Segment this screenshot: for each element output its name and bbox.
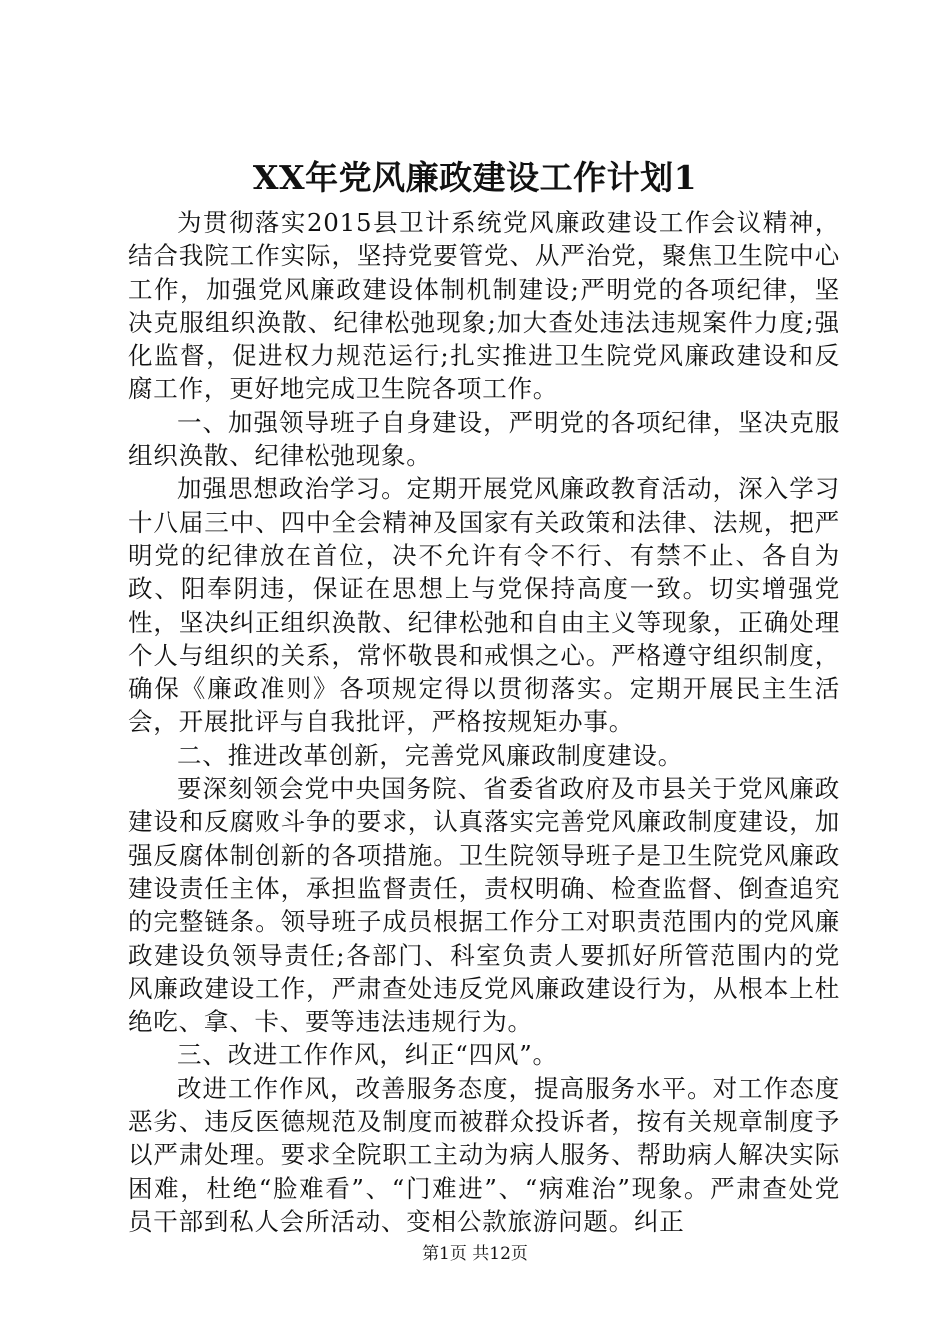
document-body — [128, 206, 840, 1238]
section-heading-2: 二、推进改革创新，完善党风廉政制度建设。 — [177, 740, 683, 770]
paragraph-intro: 为贯彻落实2015县卫计系统党风廉政建设工作会议精神，结合我院工作实际，坚持党要管党、从严治党，聚焦卫生院中心工作，加强党风廉政建设体制机制建设;严明党的各项纪律，坚决克服组织涣散、纪律松弛现象;加大查处违法违规案件力度;强化监督，促进权力规范运行;扎实推进卫生院党风廉政建设和反腐工作，更好地完成卫生院各项工作。 — [128, 208, 840, 404]
document-title: XX年党风廉政建设工作计划1 — [252, 158, 698, 197]
page-number-footer: 第1页 共12页 — [422, 1244, 528, 1264]
section-heading-1: 一、加强领导班子自身建设，严明党的各项纪律，坚决克服组织涣散、纪律松弛现象。 — [128, 407, 840, 471]
paragraph-section-1: 加强思想政治学习。定期开展党风廉政教育活动，深入学习十八届三中、四中全会精神及国家有关政策和法律、法规，把严明党的纪律放在首位，决不允许有令不行、有禁不止、各自为政、阳奉阴违，保证在思想上与党保持高度一致。切实增强党性，坚决纠正组织涣散、纪律松弛和自由主义等现象，正确处理个人与组织的关系，常怀敬畏和戒惧之心。严格遵守组织制度，确保《廉政准则》各项规定得以贯彻落实。定期开展民主生活会，开展批评与自我批评，严格按规矩办事。 — [128, 474, 840, 737]
paragraph-section-3: 改进工作作风，改善服务态度，提高服务水平。对工作态度恶劣、违反医德规范及制度而被群众投诉者，按有关规章制度予以严肃处理。要求全院职工主动为病人服务、帮助病人解决实际困难，杜绝“脸难看”、“门难进”、“病难治”现象。严肃查处党员干部到私人会所活动、变相公款旅游问题。纠正 — [128, 1073, 840, 1236]
section-heading-3: 三、改进工作作风，纠正“四风”。 — [177, 1040, 558, 1070]
paragraph-section-2: 要深刻领会党中央国务院、省委省政府及市县关于党风廉政建设和反腐败斗争的要求，认真落实完善党风廉政制度建设，加强反腐体制创新的各项措施。卫生院领导班子是卫生院党风廉政建设责任主体，承担监督责任，责权明确、检查监督、倒查追究的完整链条。领导班子成员根据工作分工对职责范围内的党风廉政建设负领导责任;各部门、科室负责人要抓好所管范围内的党风廉政建设工作，严肃查处违反党风廉政建设行为，从根本上杜绝吃、拿、卡、要等违法违规行为。 — [128, 774, 840, 1037]
